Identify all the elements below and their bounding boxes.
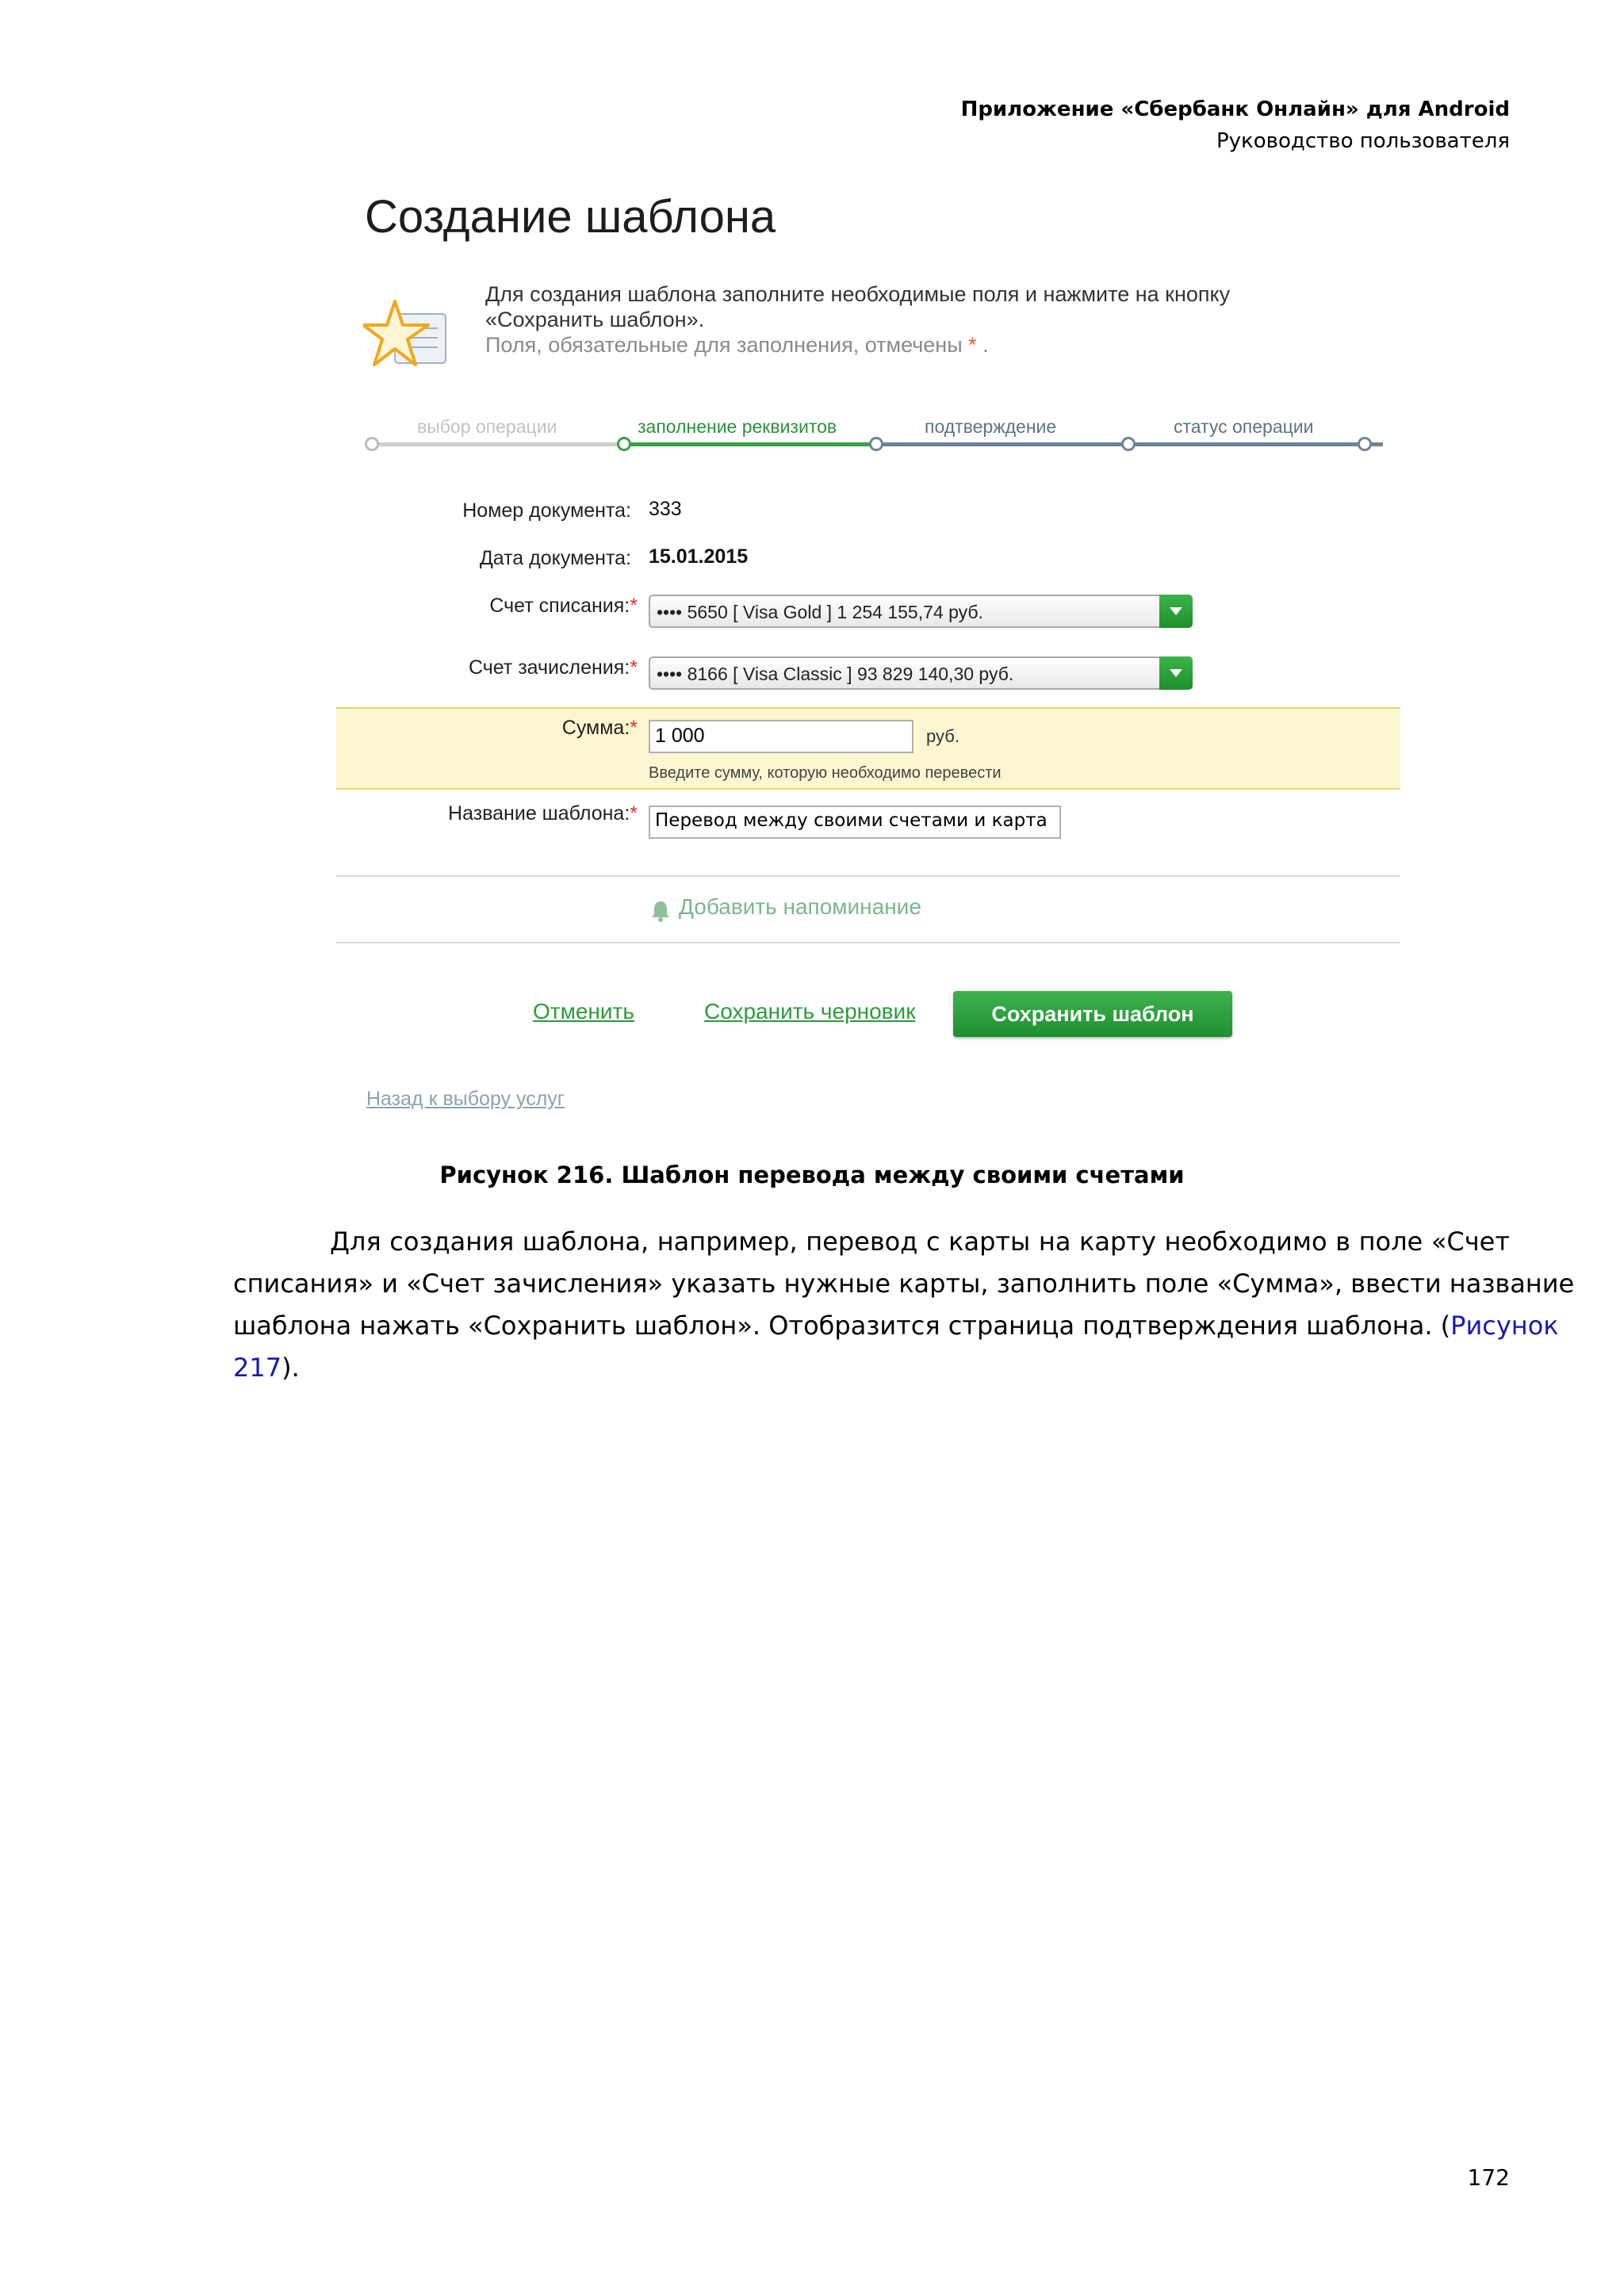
page-title: Создание шаблона	[365, 191, 776, 243]
amount-input[interactable]: 1 000	[649, 720, 914, 753]
save-template-button[interactable]: Сохранить шаблон	[953, 991, 1232, 1037]
intro-text-line1: Для создания шаблона заполните необходимые поля и нажмите на кнопку	[485, 282, 1231, 306]
intro-text-line2: «Сохранить шаблон».	[485, 308, 705, 331]
document-header	[961, 94, 1510, 157]
credit-account-select[interactable]	[649, 656, 1193, 690]
step-dot-3	[869, 437, 883, 451]
body-line-4-end: ).	[282, 1353, 300, 1383]
step-dot-5	[1358, 437, 1372, 451]
debit-account-value: •••• 5650 [ Visa Gold ] 1 254 155,74 руб.	[657, 602, 983, 622]
doc-date-value: 15.01.2015	[649, 545, 749, 568]
divider-top	[336, 875, 1400, 877]
credit-account-value: •••• 8166 [ Visa Classic ] 93 829 140,30 руб.	[657, 664, 1014, 684]
page-number: 172	[1467, 2164, 1510, 2191]
template-name-input[interactable]: Перевод между своими счетами и карта	[649, 806, 1061, 839]
chevron-down-icon	[1159, 656, 1193, 690]
doc-date-label: Дата документа:	[479, 547, 631, 569]
body-line-1: Для создания шаблона, например, перевод с карты на карту необходимо в поле «Счет	[330, 1226, 1510, 1257]
debit-dropdown-button[interactable]	[1159, 595, 1193, 628]
body-line-3-text: шаблона нажать «Сохранить шаблон». Отобразится страница подтверждения шаблона. (	[233, 1311, 1451, 1341]
chevron-down-icon	[1159, 595, 1193, 628]
credit-dropdown-button[interactable]	[1159, 656, 1193, 690]
step-dot-4	[1121, 437, 1136, 451]
template-name-label	[448, 802, 638, 825]
amount-hint: Введите сумму, которую необходимо перевести	[649, 764, 1002, 782]
credit-account-label	[469, 656, 638, 679]
step-label-choose-operation: выбор операции	[417, 416, 557, 437]
required-mark: *	[630, 802, 638, 825]
back-to-services-link[interactable]: Назад к выбору услуг	[366, 1088, 565, 1110]
divider-bottom	[336, 942, 1400, 943]
amount-currency: руб.	[926, 726, 959, 746]
required-fields-note-text: Поля, обязательные для заполнения, отмечены	[485, 333, 963, 357]
step-dot-1	[365, 437, 379, 451]
body-paragraph	[233, 1221, 1575, 1389]
step-label-status: статус операции	[1174, 416, 1314, 437]
figure-ref-link[interactable]: Рисунок	[1450, 1311, 1559, 1341]
figure-caption: Рисунок 216. Шаблон перевода между своими счетами	[439, 1161, 1185, 1188]
step-label-fill-details: заполнение реквизитов	[638, 416, 837, 437]
debit-account-label	[489, 595, 638, 618]
document-title: Приложение «Сбербанк Онлайн» для Android	[960, 98, 1510, 121]
debit-account-label-text: Счет списания:	[489, 595, 630, 617]
cancel-link[interactable]: Отменить	[533, 999, 634, 1024]
amount-label	[562, 717, 638, 740]
template-form-screenshot	[336, 174, 1400, 1126]
required-star-sample: *	[968, 333, 977, 357]
required-fields-note	[485, 333, 989, 358]
doc-number-value: 333	[649, 498, 682, 520]
required-fields-note-end: .	[982, 333, 989, 357]
debit-account-select[interactable]	[649, 595, 1193, 628]
step-dot-2	[617, 437, 631, 451]
step-line-done	[371, 442, 623, 446]
required-mark: *	[630, 595, 638, 617]
step-line-active	[623, 442, 875, 446]
bell-icon	[650, 899, 671, 923]
required-mark: *	[630, 717, 638, 739]
step-label-confirmation: подтверждение	[925, 416, 1057, 437]
body-line-4	[233, 1347, 1510, 1389]
amount-label-text: Сумма:	[561, 717, 630, 739]
credit-account-label-text: Счет зачисления:	[468, 656, 630, 679]
document-subtitle: Руководство пользователя	[1216, 129, 1510, 153]
add-reminder-text: Добавить напоминание	[679, 894, 921, 919]
required-mark: *	[630, 656, 638, 679]
template-name-label-text: Название шаблона:	[448, 802, 630, 825]
body-line-2: списания» и «Счет зачисления» указать нужные карты, заполнить поле «Сумма», ввести название	[233, 1269, 1575, 1299]
figure-ref-number[interactable]: 217	[233, 1353, 282, 1383]
star-template-icon	[363, 293, 457, 379]
doc-number-label: Номер документа:	[462, 499, 631, 522]
body-line-3	[233, 1305, 1559, 1347]
save-draft-link[interactable]: Сохранить черновик	[704, 999, 916, 1024]
